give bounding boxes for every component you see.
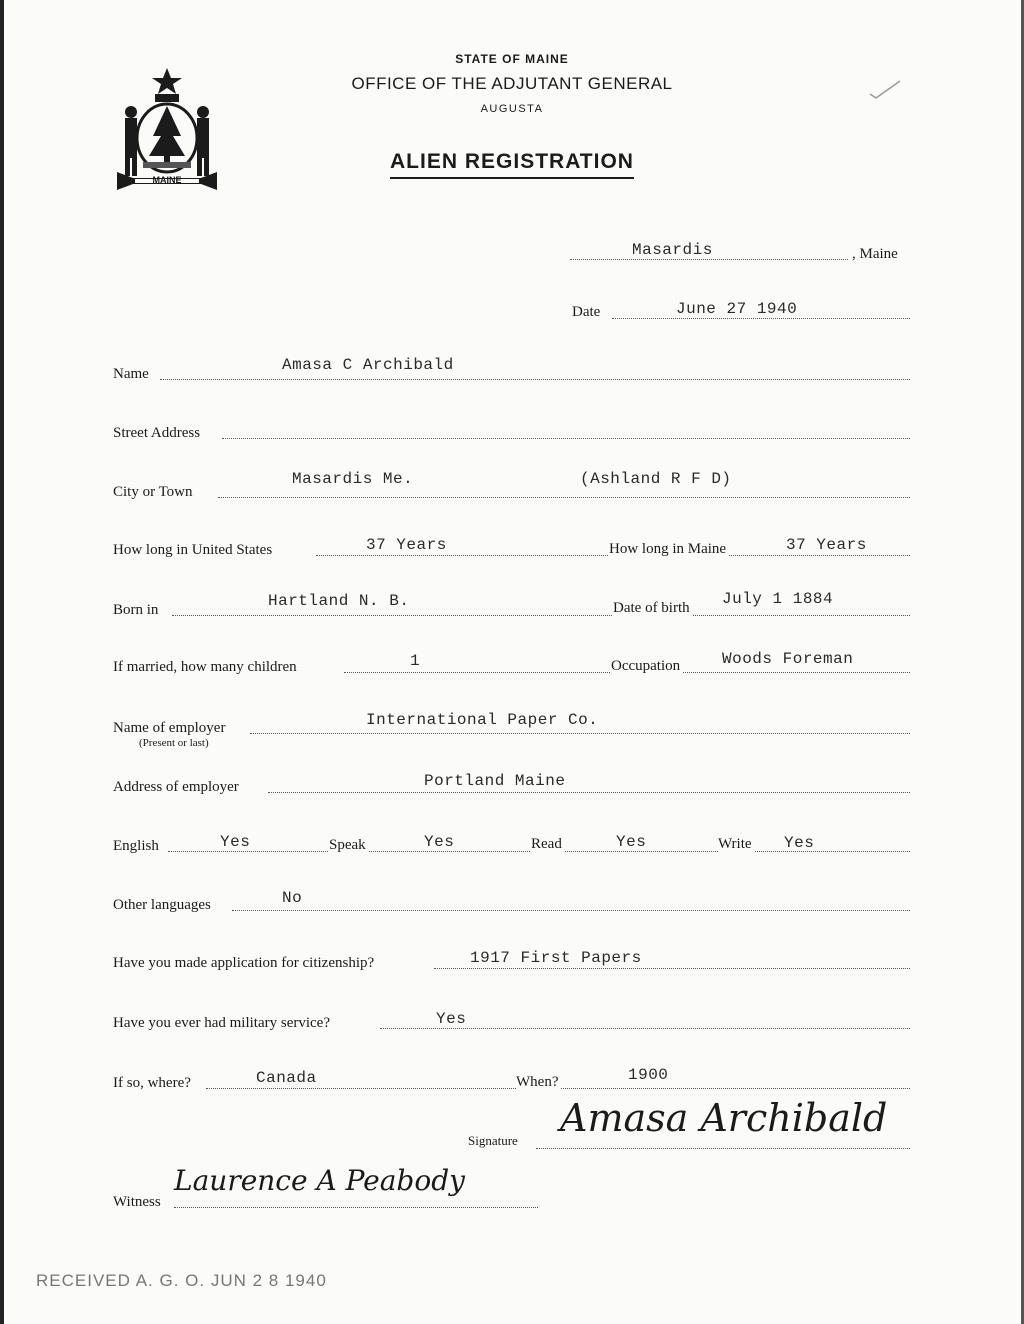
military-value: Yes	[436, 1010, 467, 1028]
citizenship-line	[434, 968, 910, 969]
dob-label: Date of birth	[613, 600, 690, 616]
how-long-me-label: How long in Maine	[609, 541, 727, 557]
how-long-us-value: 37 Years	[366, 536, 447, 554]
town-line	[570, 259, 848, 260]
write-value: Yes	[784, 834, 815, 852]
employer-sub-label: (Present or last)	[139, 737, 209, 749]
name-label: Name	[113, 366, 149, 382]
form-title: ALIEN REGISTRATION	[0, 150, 1024, 174]
office-heading: OFFICE OF THE ADJUTANT GENERAL	[351, 74, 673, 93]
name-line	[160, 379, 910, 380]
speak-label: Speak	[329, 837, 366, 853]
born-in-label: Born in	[113, 602, 159, 618]
write-label: Write	[718, 836, 752, 852]
received-stamp: RECEIVED A. G. O. JUN 2 8 1940	[36, 1271, 327, 1290]
city-note-value: (Ashland R F D)	[580, 470, 732, 488]
english-value: Yes	[220, 833, 251, 851]
read-value: Yes	[616, 833, 647, 851]
dob-value: July 1 1884	[722, 590, 834, 608]
english-label: English	[113, 838, 159, 854]
born-line	[172, 615, 910, 616]
military-label: Have you ever had military service?	[113, 1015, 330, 1031]
when-label: When?	[516, 1074, 559, 1090]
maine-label: , Maine	[852, 246, 898, 262]
date-label: Date	[572, 304, 601, 320]
employer-address-value: Portland Maine	[424, 772, 566, 790]
occupation-value: Woods Foreman	[722, 650, 854, 668]
city-label: City or Town	[113, 484, 193, 500]
children-value: 1	[410, 652, 421, 670]
signature-line	[536, 1148, 910, 1149]
citizenship-value: 1917 First Papers	[470, 949, 642, 967]
military-line	[380, 1028, 910, 1029]
signature-label: Signature	[468, 1133, 518, 1148]
scan-edge-left	[0, 0, 4, 1324]
how-long-me-value: 37 Years	[786, 536, 867, 554]
witness-signature: Laurence A Peabody	[174, 1164, 465, 1197]
where-label: If so, where?	[113, 1075, 191, 1091]
checkmark-icon	[868, 78, 902, 100]
other-languages-value: No	[282, 889, 303, 907]
how-long-us-label: How long in United States	[113, 542, 273, 558]
street-label: Street Address	[113, 425, 201, 441]
where-value: Canada	[256, 1069, 317, 1087]
employer-address-line	[268, 792, 910, 793]
born-in-value: Hartland N. B.	[268, 592, 410, 610]
read-label: Read	[531, 836, 562, 852]
children-label: If married, how many children	[113, 659, 297, 675]
state-heading: STATE OF MAINE	[455, 52, 569, 66]
speak-value: Yes	[424, 833, 455, 851]
city-line	[218, 497, 910, 498]
date-value: June 27 1940	[676, 300, 798, 318]
name-value: Amasa C Archibald	[282, 356, 454, 374]
street-line	[222, 438, 910, 439]
occupation-label: Occupation	[611, 658, 681, 674]
when-value: 1900	[628, 1066, 669, 1084]
witness-label: Witness	[113, 1194, 161, 1210]
witness-line	[174, 1207, 538, 1208]
employer-label: Name of employer	[113, 720, 226, 736]
town-value: Masardis	[632, 241, 713, 259]
date-line	[612, 318, 910, 319]
city-heading: AUGUSTA	[480, 103, 544, 115]
employer-line	[250, 733, 910, 734]
employer-address-label: Address of employer	[113, 779, 239, 795]
seal-banner-text: MAINE	[152, 175, 182, 185]
other-languages-label: Other languages	[113, 897, 211, 913]
citizenship-label: Have you made application for citizenship?	[113, 955, 375, 971]
other-languages-line	[232, 910, 910, 911]
employer-value: International Paper Co.	[366, 711, 599, 729]
applicant-signature: Amasa Archibald	[560, 1096, 888, 1140]
city-value: Masardis Me.	[292, 470, 414, 488]
